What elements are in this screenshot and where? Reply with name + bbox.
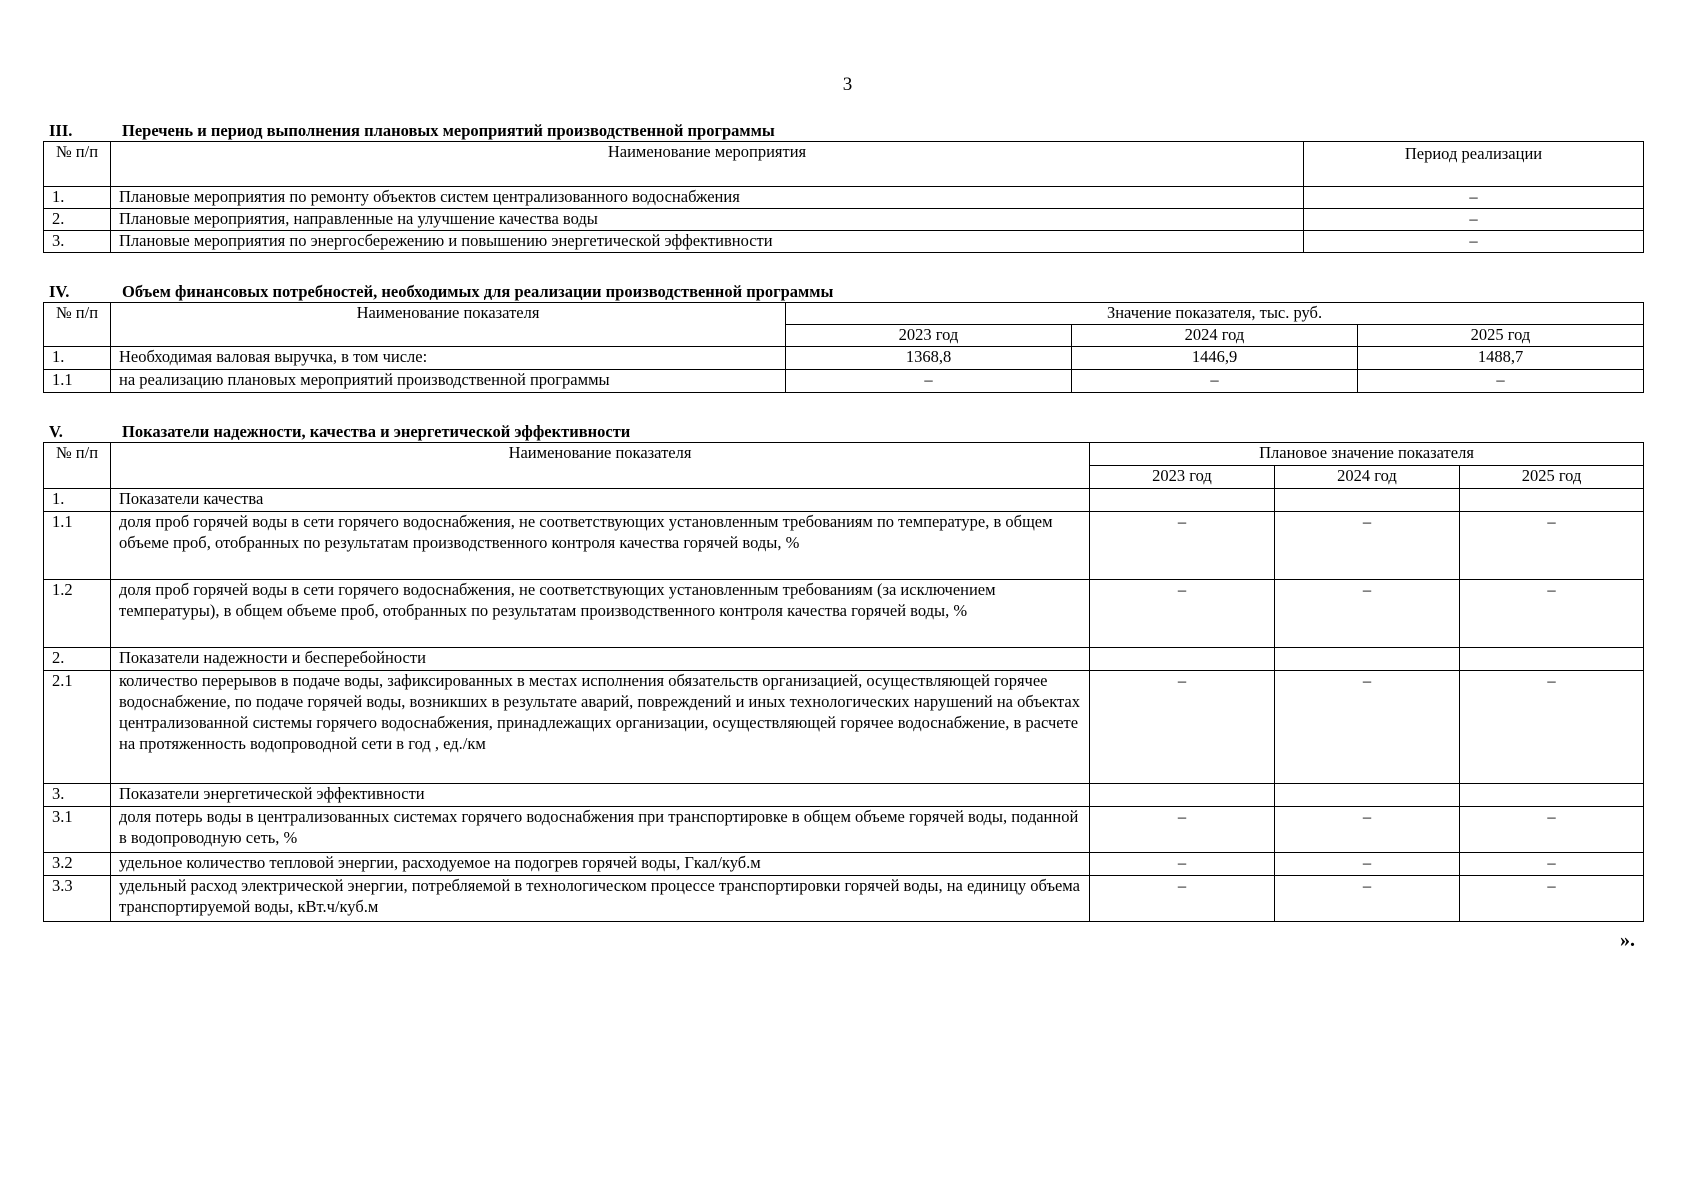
section-4-number: IV. xyxy=(49,282,70,301)
section-3-number: III. xyxy=(49,121,73,140)
header-year: 2025 год xyxy=(1460,466,1644,489)
row-number: 1. xyxy=(44,187,111,209)
row-number: 3. xyxy=(44,231,111,253)
group-row xyxy=(44,648,1644,671)
row-name: удельный расход электрической энергии, потребляемой в технологическом процессе транспортировки горячей воды, на единицу объема транспортируемой воды, кВт.ч/куб.м xyxy=(111,876,1090,922)
header-value: Плановое значение показателя xyxy=(1090,443,1644,466)
section-4-table xyxy=(43,302,1644,393)
table-row xyxy=(44,512,1644,580)
row-name: на реализацию плановых мероприятий производственной программы xyxy=(111,370,786,393)
row-value: – xyxy=(1090,876,1275,922)
closing-quote: ». xyxy=(1620,929,1635,951)
table-row xyxy=(44,876,1644,922)
row-value: – xyxy=(1090,671,1275,784)
row-value xyxy=(1460,489,1644,512)
row-name: Показатели надежности и бесперебойности xyxy=(111,648,1090,671)
row-name: Показатели энергетической эффективности xyxy=(111,784,1090,807)
row-value: – xyxy=(786,370,1072,393)
section-5-table xyxy=(43,442,1644,922)
group-row xyxy=(44,489,1644,512)
row-value xyxy=(1275,648,1460,671)
header-year: 2024 год xyxy=(1072,325,1358,347)
row-value xyxy=(1460,648,1644,671)
row-value xyxy=(1090,784,1275,807)
row-number: 1. xyxy=(44,489,111,512)
row-name: Плановые мероприятия, направленные на улучшение качества воды xyxy=(111,209,1304,231)
table-row xyxy=(44,187,1644,209)
section-4-title: Объем финансовых потребностей, необходимых для реализации производственной программы xyxy=(122,282,834,301)
row-number: 3.3 xyxy=(44,876,111,922)
row-value: – xyxy=(1275,853,1460,876)
row-number: 2.1 xyxy=(44,671,111,784)
table-header-row xyxy=(44,142,1644,187)
header-period: Период реализации xyxy=(1304,142,1644,187)
row-value: – xyxy=(1072,370,1358,393)
section-5-number: V. xyxy=(49,422,63,441)
row-value xyxy=(1460,784,1644,807)
section-3-heading xyxy=(49,121,775,142)
section-4-heading xyxy=(49,282,833,303)
row-value: – xyxy=(1460,580,1644,648)
row-name: доля проб горячей воды в сети горячего водоснабжения, не соответствующих установленным требованиям (за исключением температуры), в общем объеме проб, отобранных по результатам производственного контроля качества горячей воды, % xyxy=(111,580,1090,648)
row-number: 3.2 xyxy=(44,853,111,876)
row-value: 1446,9 xyxy=(1072,347,1358,370)
header-year: 2023 год xyxy=(1090,466,1275,489)
row-name: Показатели качества xyxy=(111,489,1090,512)
section-5-heading xyxy=(49,422,630,443)
row-name: доля проб горячей воды в сети горячего водоснабжения, не соответствующих установленным требованиям по температуре, в общем объеме проб, отобранных по результатам производственного контроля качества горячей воды, % xyxy=(111,512,1090,580)
table-row xyxy=(44,853,1644,876)
row-value: – xyxy=(1275,671,1460,784)
row-value: – xyxy=(1275,580,1460,648)
row-value: – xyxy=(1090,580,1275,648)
row-value: – xyxy=(1460,671,1644,784)
row-value: – xyxy=(1460,807,1644,853)
header-year: 2023 год xyxy=(786,325,1072,347)
row-value: – xyxy=(1090,853,1275,876)
row-value: – xyxy=(1358,370,1644,393)
table-row xyxy=(44,580,1644,648)
page-number: 3 xyxy=(842,74,853,95)
table-header-row xyxy=(44,443,1644,466)
section-3-table xyxy=(43,141,1644,253)
row-number: 1. xyxy=(44,347,111,370)
table-header-row xyxy=(44,303,1644,325)
row-value: – xyxy=(1090,807,1275,853)
row-value xyxy=(1090,648,1275,671)
row-number: 2. xyxy=(44,209,111,231)
row-name: количество перерывов в подаче воды, зафиксированных в местах исполнения обязательств организацией, осуществляющей горячее водоснабжение, по подаче горячей воды, возникших в результате аварий, повреждений и иных технологических нарушений на объектах централизованной системы горячего водоснабжения, принадлежащих организации, осуществляющей горячее водоснабжение, в расчете на протяженность водопроводной сети в год , ед./км xyxy=(111,671,1090,784)
row-value xyxy=(1275,489,1460,512)
row-value: 1368,8 xyxy=(786,347,1072,370)
row-period: – xyxy=(1304,231,1644,253)
header-name: Наименование мероприятия xyxy=(111,142,1304,187)
table-row xyxy=(44,370,1644,393)
table-row xyxy=(44,209,1644,231)
row-value xyxy=(1275,784,1460,807)
row-value: – xyxy=(1275,807,1460,853)
row-number: 3. xyxy=(44,784,111,807)
table-row xyxy=(44,807,1644,853)
section-3-title: Перечень и период выполнения плановых мероприятий производственной программы xyxy=(122,121,775,140)
row-value: – xyxy=(1275,876,1460,922)
row-period: – xyxy=(1304,187,1644,209)
group-row xyxy=(44,784,1644,807)
row-value: – xyxy=(1275,512,1460,580)
row-value: – xyxy=(1460,853,1644,876)
row-name: Плановые мероприятия по ремонту объектов систем централизованного водоснабжения xyxy=(111,187,1304,209)
header-num: № п/п xyxy=(44,443,111,489)
row-period: – xyxy=(1304,209,1644,231)
row-name: Плановые мероприятия по энергосбережению и повышению энергетической эффективности xyxy=(111,231,1304,253)
header-name: Наименование показателя xyxy=(111,303,786,347)
section-5-title: Показатели надежности, качества и энергетической эффективности xyxy=(122,422,631,441)
header-year: 2025 год xyxy=(1358,325,1644,347)
row-name: Необходимая валовая выручка, в том числе: xyxy=(111,347,786,370)
row-value xyxy=(1090,489,1275,512)
header-value: Значение показателя, тыс. руб. xyxy=(786,303,1644,325)
row-value: – xyxy=(1090,512,1275,580)
header-num: № п/п xyxy=(44,142,111,187)
row-value: – xyxy=(1460,512,1644,580)
table-row xyxy=(44,671,1644,784)
row-number: 3.1 xyxy=(44,807,111,853)
row-number: 1.1 xyxy=(44,512,111,580)
table-row xyxy=(44,347,1644,370)
header-name: Наименование показателя xyxy=(111,443,1090,489)
row-value: 1488,7 xyxy=(1358,347,1644,370)
row-number: 1.2 xyxy=(44,580,111,648)
row-value: – xyxy=(1460,876,1644,922)
row-name: удельное количество тепловой энергии, расходуемое на подогрев горячей воды, Гкал/куб.м xyxy=(111,853,1090,876)
header-num: № п/п xyxy=(44,303,111,347)
header-year: 2024 год xyxy=(1275,466,1460,489)
row-number: 2. xyxy=(44,648,111,671)
row-name: доля потерь воды в централизованных системах горячего водоснабжения при транспортировке в общем объеме горячей воды, поданной в водопроводную сеть, % xyxy=(111,807,1090,853)
row-number: 1.1 xyxy=(44,370,111,393)
table-row xyxy=(44,231,1644,253)
